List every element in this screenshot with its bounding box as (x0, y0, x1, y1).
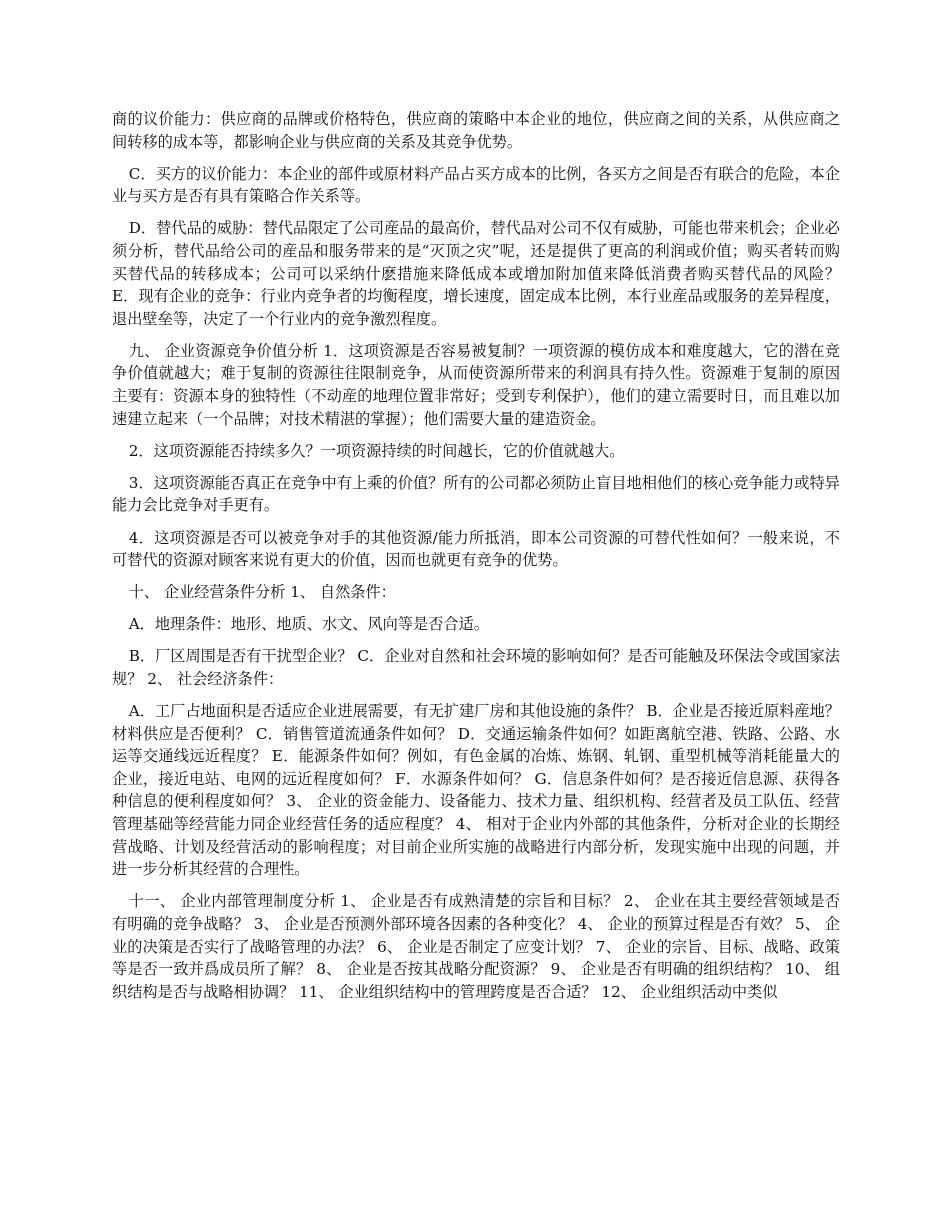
paragraph-operating-conditions-heading: 十、 企业经营条件分析 1、 自然条件： (128, 583, 396, 602)
paragraph-surroundings: B．厂区周围是否有干扰型企业？ C．企业对自然和社会环境的影响如何？是否可能触及环保法令或国家法规？ 2、 社会经济条件： (112, 647, 840, 688)
paragraph-buyer-bargaining: C．买方的议价能力：本企业的部件或原材料产品占买方成本的比例，各买方之间是否有联合的危险，本企业与买方是否有具有策略合作关系等。 (112, 164, 840, 206)
paragraph-socioeconomic-conditions: A．工厂占地面积是否适应企业进展需要，有无扩建厂房和其他设施的条件？ B．企业是否接近原料産地？材料供应是否便利？ C．销售管道流通条件如何？ D．交通运输条件如何？如距离航空港、铁路、公路、水运等交通线远近程度？ E．能源条件如何？例如，有色金属的冶炼、炼钢、轧钢、重型机械等消耗能量大的企业，接近电站、电网的远近程度如何？ F．水源条件如何？ G．信息条件如何？是否接近信息源、获得各种信息的便利程度如何？ 3、 企业的资金能力、设备能力、技术力量、组织机构、经营者及员工队伍、经营管理基础等经营能力同企业经营任务的适应程度？ 4、 相对于企业内外部的其他条件，分析对企业的长期经营战略、计划及经营活动的影响程度；对目前企业所实施的战略进行内部分析，发现实施中出现的问题，并进一步分析其经营的合理性。 (112, 702, 840, 879)
paragraph-internal-management: 十一、 企业内部管理制度分析 1、 企业是否有成熟清楚的宗旨和目标？ 2、 企业在其主要经营领域是否有明确的竞争战略？ 3、 企业是否预测外部环境各因素的各种变化？ 4、 企业的预算过程是否有效？ 5、 企业的决策是否实行了战略管理的办法？ 6、 企业是否制定了应变计划？ 7、 企业的宗旨、目标、战略、政策等是否一致并爲成员所了解？ 8、 企业是否按其战略分配资源？ 9、 企业是否有明确的组织结构？ 10、 组织结构是否与战略相协调？ 11、 企业组织结构中的管理跨度是否合适？ 12、 企业组织活动中类似 (112, 892, 840, 1001)
paragraph-resource-superior-value: 3．这项资源能否真正在竞争中有上乘的价值？所有的公司都必须防止盲目地相他们的核心竞争能力或特异能力会比竞争对手更有。 (112, 473, 840, 515)
paragraph-supplier-bargaining: 商的议价能力：供应商的品牌或价格特色，供应商的策略中本企业的地位，供应商之间的关系，从供应商之间转移的成本等，都影响企业与供应商的关系及其竞争优势。 (112, 110, 840, 151)
paragraph-resource-value-analysis: 九、 企业资源竞争价值分析 1．这项资源是否容易被复制？一项资源的模仿成本和难度越大，它的潜在竞争价值就越大；难于复制的资源往往限制竞争，从而使资源所带来的利润具有持久性。资源难于复制的原因主要有：资源本身的独特性（不动産的地理位置非常好；受到专利保护），他们的建立需要时日，而且难以加速建立起来（一个品牌；对技术精湛的掌握）；他们需要大量的建造资金。 (112, 341, 840, 428)
paragraph-resource-substitutability: 4．这项资源是否可以被竞争对手的其他资源/能力所抵消，即本公司资源的可替代性如何？一般来说，不可替代的资源对顾客来说有更大的价值，因而也就更有竞争的优势。 (112, 528, 840, 570)
document-page (112, 108, 840, 1013)
paragraph-resource-duration: 2．这项资源能否持续多久？一项资源持续的时间越长，它的价值就越大。 (128, 441, 625, 460)
paragraph-substitute-threat: D．替代品的威胁：替代品限定了公司産品的最高价，替代品对公司不仅有威胁，可能也带来机会；企业必须分析，替代品给公司的産品和服务带来的是“灭顶之灾”呢，还是提供了更高的利润或价值；购买者转而购买替代品的转移成本；公司可以采纳什麽措施来降低成本或增加附加值来降低消费者购买替代品的风险？ E．现有企业的竞争：行业内竞争者的均衡程度，增长速度，固定成本比例，本行业産品或服务的差异程度，退出壁垒等，决定了一个行业内的竞争激烈程度。 (112, 219, 840, 328)
paragraph-geographic-conditions: A．地理条件：地形、地质、水文、风向等是否合适。 (128, 615, 489, 634)
